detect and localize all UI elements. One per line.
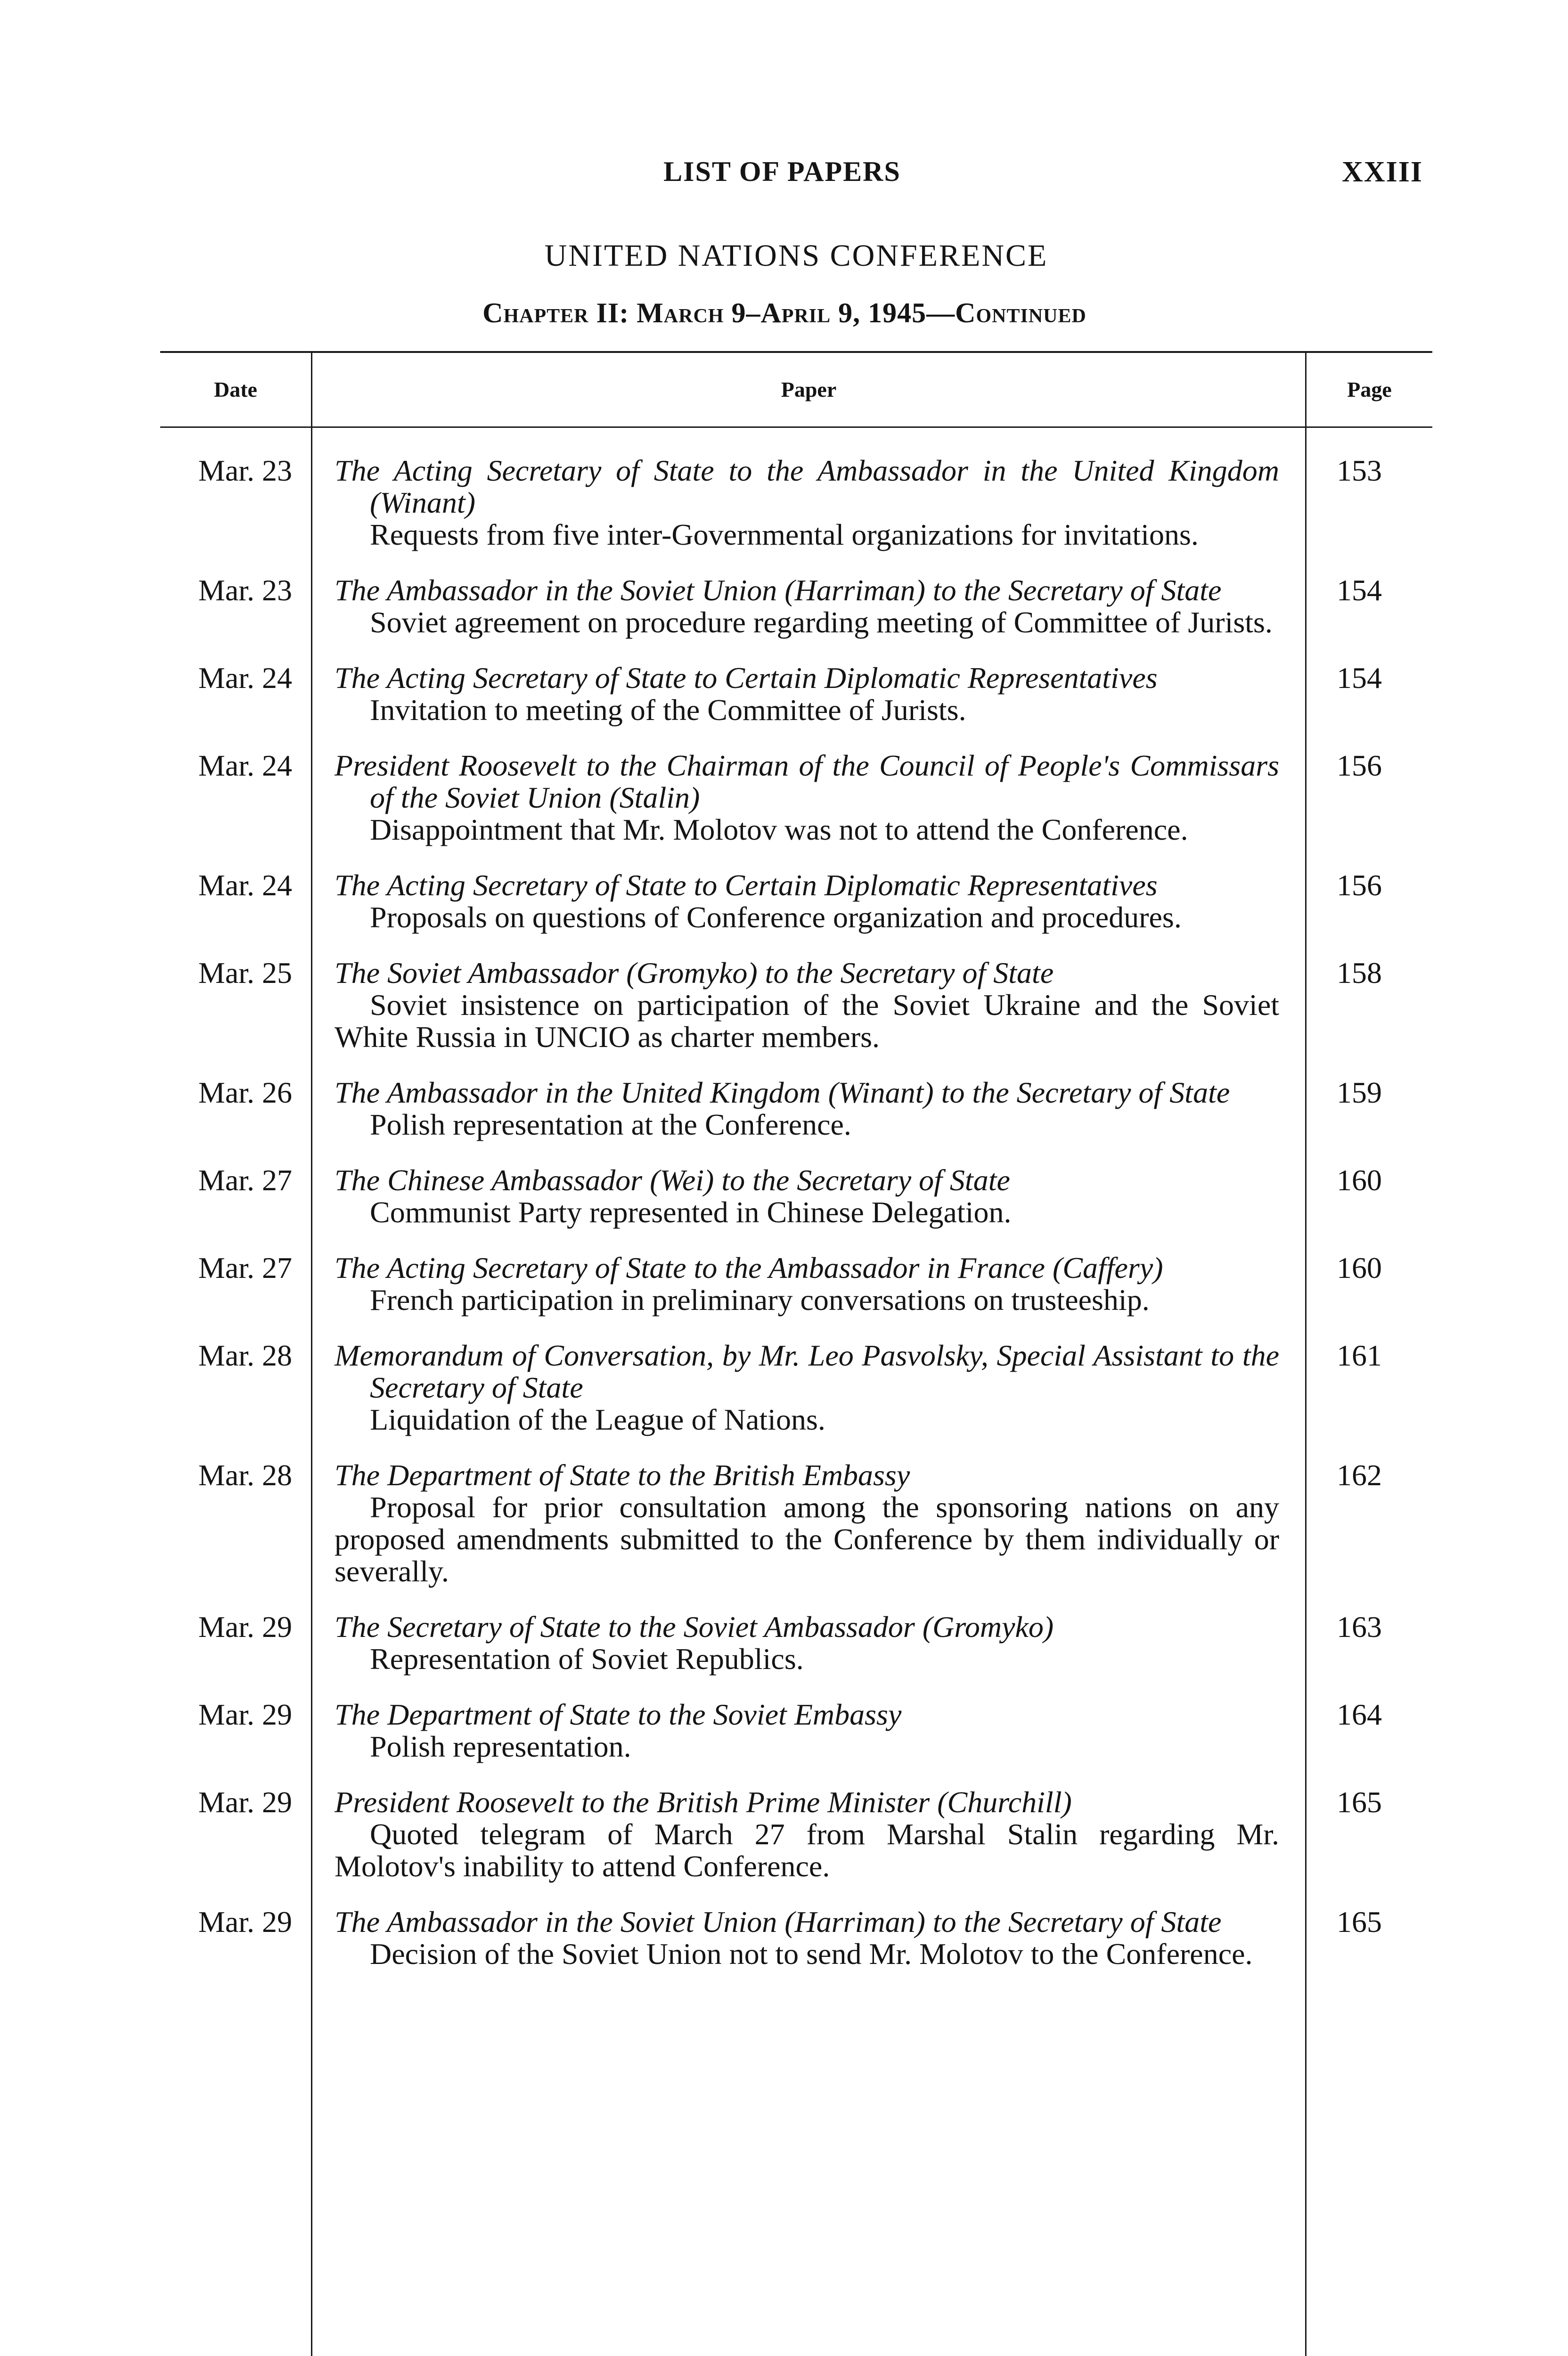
- entry-date: Mar. 29: [198, 1785, 292, 1819]
- entry-date: Mar. 29: [198, 1610, 292, 1644]
- entry-summary: Quoted telegram of March 27 from Marshal Stalin regarding Mr. Molotov's inability to attend Conference.: [335, 1817, 1279, 1883]
- entry-title: The Department of State to the Soviet Embassy: [335, 1698, 902, 1731]
- entry-summary: Invitation to meeting of the Committee of Jurists.: [370, 693, 966, 727]
- paper-entry: [160, 1906, 1432, 1970]
- entry-title: The Acting Secretary of State to Certain Diplomatic Representatives: [335, 661, 1158, 695]
- chapter-heading: Chapter II: March 9–April 9, 1945—Continued: [482, 297, 1086, 328]
- entry-date: Mar. 27: [198, 1163, 292, 1197]
- entry-date: Mar. 24: [198, 661, 292, 695]
- entry-body: [335, 574, 1279, 638]
- entry-page: 160: [1337, 1251, 1382, 1284]
- entry-summary: Proposal for prior consultation among the sponsoring nations on any proposed amendments submitted to the Conference by them individually or severally.: [335, 1490, 1279, 1588]
- entry-page: 156: [1337, 749, 1382, 782]
- entry-page: 153: [1337, 454, 1382, 487]
- column-header-page: Page: [1347, 377, 1392, 401]
- entry-body: [335, 1906, 1279, 1970]
- entry-date: Mar. 23: [198, 573, 292, 607]
- entry-date: Mar. 24: [198, 749, 292, 782]
- page-number-roman: XXIII: [1342, 156, 1423, 188]
- entry-summary: Requests from five inter-Governmental organizations for invitations.: [370, 518, 1199, 551]
- entry-page: 162: [1337, 1458, 1382, 1492]
- entry-title: The Secretary of State to the Soviet Ambassador (Gromyko): [335, 1610, 1054, 1644]
- entry-title: Memorandum of Conversation, by Mr. Leo Pasvolsky, Special Assistant to the Secretary of State: [335, 1339, 1279, 1404]
- paper-entry: [160, 1164, 1432, 1228]
- papers-list: [160, 455, 1432, 1994]
- entry-date: Mar. 25: [198, 956, 292, 990]
- entry-title: The Chinese Ambassador (Wei) to the Secretary of State: [335, 1163, 1010, 1197]
- entry-summary: Disappointment that Mr. Molotov was not to attend the Conference.: [370, 813, 1188, 846]
- entry-date: Mar. 28: [198, 1458, 292, 1492]
- entry-summary: Representation of Soviet Republics.: [370, 1642, 804, 1676]
- table-top-rule: [160, 351, 1432, 353]
- entry-summary: French participation in preliminary conversations on trusteeship.: [370, 1283, 1150, 1317]
- entry-title: The Department of State to the British Embassy: [335, 1458, 910, 1492]
- entry-date: Mar. 23: [198, 454, 292, 487]
- table-header-rule: [160, 426, 1432, 428]
- entry-body: [335, 1699, 1279, 1763]
- paper-entry: [160, 1459, 1432, 1587]
- entry-body: [335, 957, 1279, 1053]
- paper-entry: [160, 1252, 1432, 1316]
- entry-summary: Liquidation of the League of Nations.: [370, 1403, 825, 1436]
- paper-entry: [160, 1077, 1432, 1141]
- entry-page: 160: [1337, 1163, 1382, 1197]
- conference-title: UNITED NATIONS CONFERENCE: [544, 238, 1048, 273]
- entry-page: 165: [1337, 1785, 1382, 1819]
- entry-page: 156: [1337, 868, 1382, 902]
- entry-body: [335, 750, 1279, 846]
- entry-body: [335, 1611, 1279, 1675]
- entry-title: The Acting Secretary of State to Certain Diplomatic Representatives: [335, 868, 1158, 902]
- entry-date: Mar. 29: [198, 1905, 292, 1939]
- entry-title: President Roosevelt to the Chairman of the Council of People's Commissars of the Soviet Union (Stalin): [335, 749, 1279, 814]
- running-title: LIST OF PAPERS: [663, 156, 901, 187]
- column-header-date: Date: [214, 377, 257, 401]
- entry-summary: Communist Party represented in Chinese Delegation.: [370, 1195, 1012, 1229]
- paper-entry: [160, 957, 1432, 1053]
- entry-title: The Ambassador in the Soviet Union (Harriman) to the Secretary of State: [335, 573, 1222, 607]
- paper-entry: [160, 1699, 1432, 1763]
- paper-entry: [160, 455, 1432, 551]
- entry-date: Mar. 27: [198, 1251, 292, 1284]
- entry-body: [335, 1077, 1279, 1141]
- entry-date: Mar. 24: [198, 868, 292, 902]
- entry-body: [335, 1340, 1279, 1436]
- entry-page: 154: [1337, 573, 1382, 607]
- entry-body: [335, 1786, 1279, 1882]
- entry-date: Mar. 29: [198, 1698, 292, 1731]
- entry-body: [335, 1164, 1279, 1228]
- entry-date: Mar. 26: [198, 1076, 292, 1109]
- paper-entry: [160, 1340, 1432, 1436]
- entry-summary: Proposals on questions of Conference organization and procedures.: [370, 900, 1182, 934]
- entry-summary: Polish representation.: [370, 1730, 631, 1763]
- entry-page: 154: [1337, 661, 1382, 695]
- entry-date: Mar. 28: [198, 1339, 292, 1372]
- entry-title: The Ambassador in the United Kingdom (Winant) to the Secretary of State: [335, 1076, 1230, 1109]
- entry-body: [335, 869, 1279, 933]
- paper-entry: [160, 574, 1432, 638]
- entry-title: President Roosevelt to the British Prime Minister (Churchill): [335, 1785, 1072, 1819]
- paper-entry: [160, 750, 1432, 846]
- entry-page: 164: [1337, 1698, 1382, 1731]
- entry-page: 165: [1337, 1905, 1382, 1939]
- entry-body: [335, 455, 1279, 551]
- entry-summary: Soviet insistence on participation of the Soviet Ukraine and the Soviet White Russia in UNCIO as charter members.: [335, 988, 1279, 1054]
- paper-entry: [160, 662, 1432, 726]
- entry-summary: Polish representation at the Conference.: [370, 1108, 851, 1141]
- entry-body: [335, 1459, 1279, 1587]
- entry-page: 161: [1337, 1339, 1382, 1372]
- column-header-paper: Paper: [781, 377, 837, 401]
- entry-page: 158: [1337, 956, 1382, 990]
- paper-entry: [160, 869, 1432, 933]
- entry-title: The Acting Secretary of State to the Ambassador in the United Kingdom (Winant): [335, 454, 1279, 519]
- paper-entry: [160, 1611, 1432, 1675]
- entry-page: 163: [1337, 1610, 1382, 1644]
- entry-title: The Acting Secretary of State to the Ambassador in France (Caffery): [335, 1251, 1163, 1284]
- entry-title: The Ambassador in the Soviet Union (Harriman) to the Secretary of State: [335, 1905, 1222, 1939]
- entry-body: [335, 1252, 1279, 1316]
- paper-entry: [160, 1786, 1432, 1882]
- entry-summary: Decision of the Soviet Union not to send Mr. Molotov to the Conference.: [370, 1937, 1253, 1971]
- entry-page: 159: [1337, 1076, 1382, 1109]
- entry-body: [335, 662, 1279, 726]
- entry-title: The Soviet Ambassador (Gromyko) to the Secretary of State: [335, 956, 1054, 990]
- entry-summary: Soviet agreement on procedure regarding meeting of Committee of Jurists.: [370, 605, 1273, 639]
